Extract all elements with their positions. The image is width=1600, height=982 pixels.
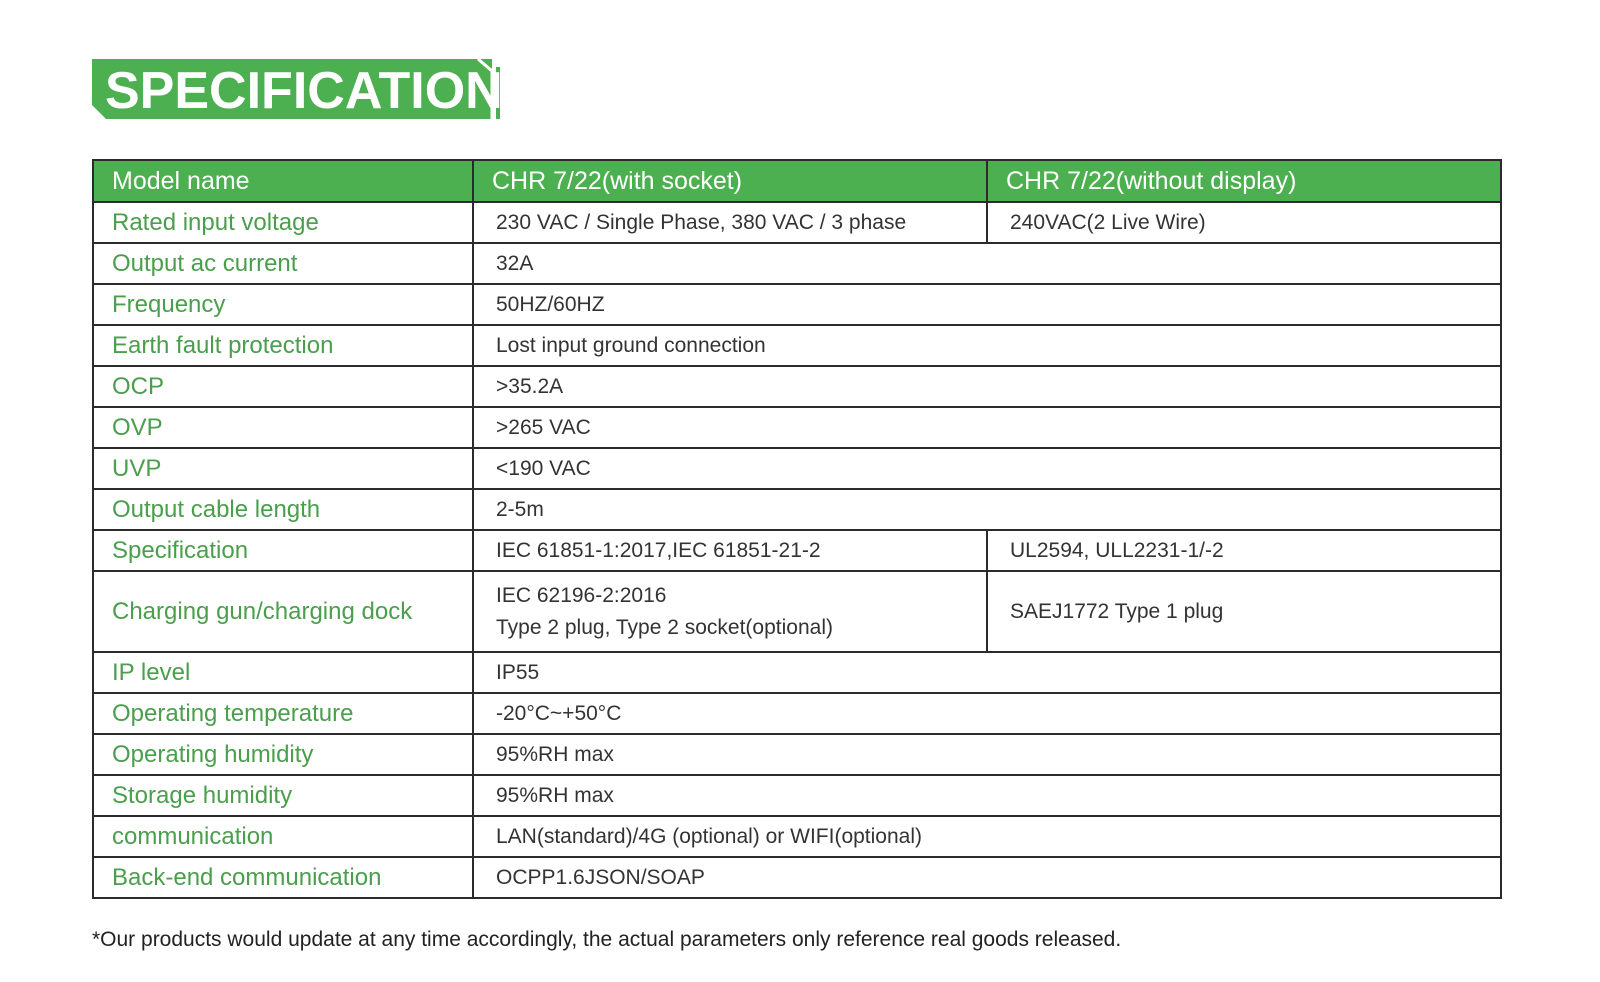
- table-header-row: [93, 160, 1501, 202]
- row-value: 95%RH max: [473, 734, 1501, 775]
- table-row: [93, 366, 1501, 407]
- table-row: [93, 775, 1501, 816]
- row-label: Storage humidity: [93, 775, 473, 816]
- row-label: IP level: [93, 652, 473, 693]
- row-value: 50HZ/60HZ: [473, 284, 1501, 325]
- row-label: Output cable length: [93, 489, 473, 530]
- row-label: Rated input voltage: [93, 202, 473, 243]
- footnote: *Our products would update at any time accordingly, the actual parameters only reference real goods released.: [92, 928, 1122, 951]
- table-row: [93, 243, 1501, 284]
- row-label: Charging gun/charging dock: [93, 571, 473, 652]
- row-label: Specification: [93, 530, 473, 571]
- row-value: UL2594, ULL2231-1/-2: [987, 530, 1501, 571]
- row-value: >35.2A: [473, 366, 1501, 407]
- table-row: [93, 325, 1501, 366]
- row-label: Operating humidity: [93, 734, 473, 775]
- table-row: [93, 489, 1501, 530]
- row-value: 2-5m: [473, 489, 1501, 530]
- row-value: 95%RH max: [473, 775, 1501, 816]
- row-label: OCP: [93, 366, 473, 407]
- spec-table: [92, 159, 1502, 899]
- row-value: <190 VAC: [473, 448, 1501, 489]
- row-value: Lost input ground connection: [473, 325, 1501, 366]
- table-row: [93, 407, 1501, 448]
- row-value: 230 VAC / Single Phase, 380 VAC / 3 phase: [473, 202, 987, 243]
- row-value: OCPP1.6JSON/SOAP: [473, 857, 1501, 898]
- page-title: SPECIFICATION: [105, 62, 503, 120]
- table-row: [93, 693, 1501, 734]
- row-label: Output ac current: [93, 243, 473, 284]
- table-row: [93, 202, 1501, 243]
- row-label: Frequency: [93, 284, 473, 325]
- row-label: Operating temperature: [93, 693, 473, 734]
- row-value: -20°C~+50°C: [473, 693, 1501, 734]
- table-row: [93, 448, 1501, 489]
- header-without-display: CHR 7/22(without display): [987, 160, 1501, 202]
- header-with-socket: CHR 7/22(with socket): [473, 160, 987, 202]
- row-value-line: Type 2 plug, Type 2 socket(optional): [496, 615, 833, 639]
- header-model-name: Model name: [93, 160, 473, 202]
- row-value: 240VAC(2 Live Wire): [987, 202, 1501, 243]
- table-row: [93, 652, 1501, 693]
- row-value: SAEJ1772 Type 1 plug: [987, 571, 1501, 652]
- row-value: >265 VAC: [473, 407, 1501, 448]
- table-row: [93, 571, 1501, 652]
- table-row: [93, 734, 1501, 775]
- row-label: Earth fault protection: [93, 325, 473, 366]
- row-label: UVP: [93, 448, 473, 489]
- row-label: Back-end communication: [93, 857, 473, 898]
- table-row: [93, 284, 1501, 325]
- row-value: LAN(standard)/4G (optional) or WIFI(optional): [473, 816, 1501, 857]
- row-value: [473, 571, 987, 652]
- row-value: IP55: [473, 652, 1501, 693]
- row-value-line: IEC 62196-2:2016: [496, 583, 667, 607]
- row-label: OVP: [93, 407, 473, 448]
- row-label: communication: [93, 816, 473, 857]
- row-value: IEC 61851-1:2017,IEC 61851-21-2: [473, 530, 987, 571]
- section-banner: [92, 59, 503, 119]
- table-row: [93, 816, 1501, 857]
- row-value: 32A: [473, 243, 1501, 284]
- table-row: [93, 857, 1501, 898]
- table-row: [93, 530, 1501, 571]
